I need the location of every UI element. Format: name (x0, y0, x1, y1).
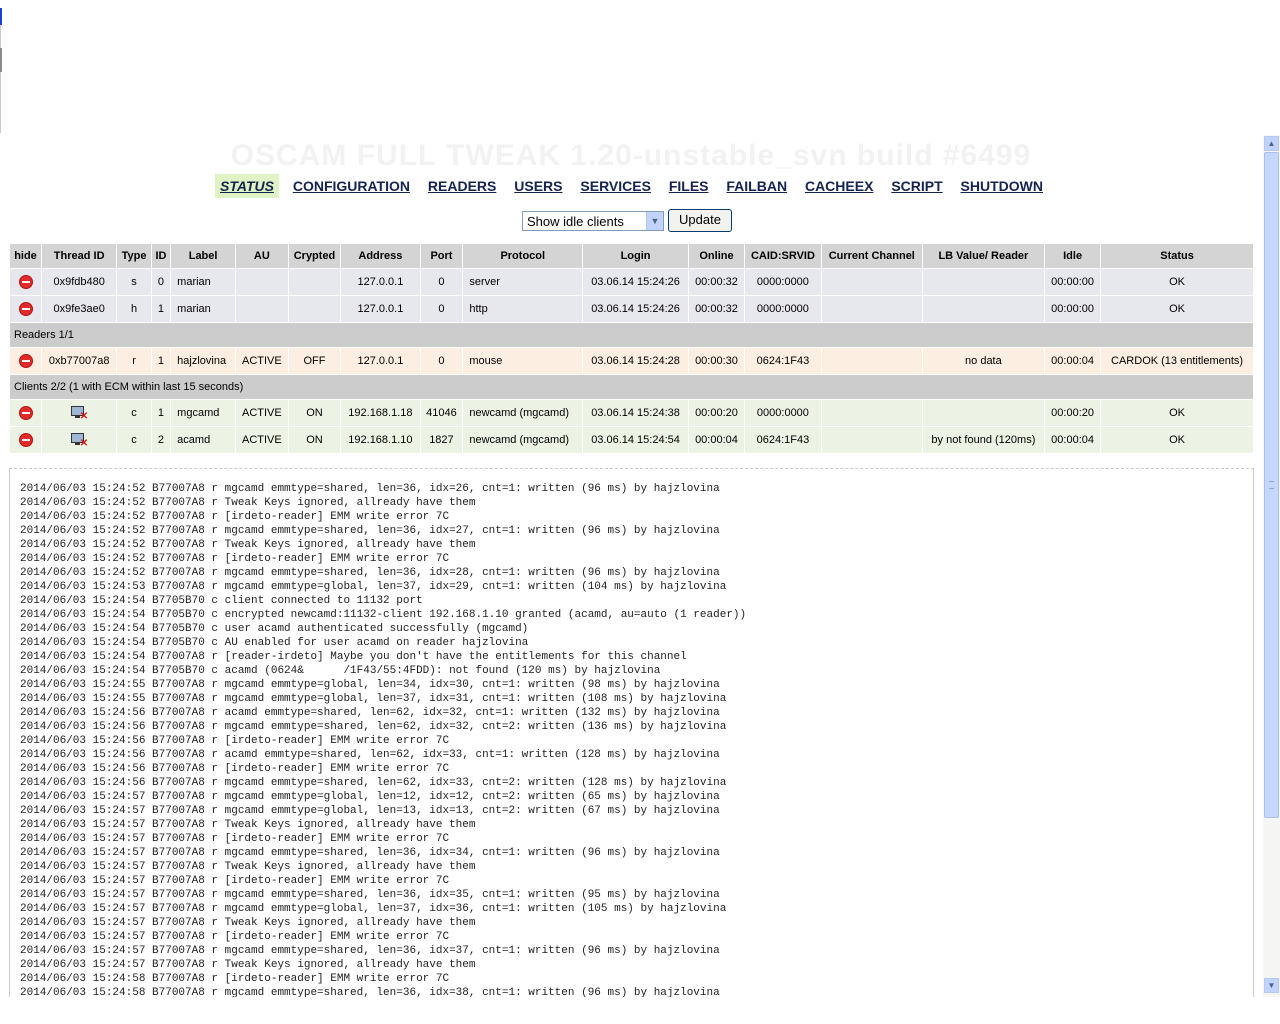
cell-id: 2 (152, 427, 170, 453)
table-row (10, 296, 1253, 322)
cell-channel (822, 296, 922, 322)
log-line: 2014/06/03 15:24:54 B7705B70 c AU enabled for user acamd on reader hajzlovina (20, 637, 529, 649)
cell-au (236, 296, 288, 322)
cell-status: OK (1101, 400, 1253, 426)
menu-item-script[interactable]: SCRIPT (891, 178, 943, 194)
log-panel (9, 468, 1254, 997)
menu-item-status[interactable]: STATUS (215, 174, 279, 198)
cell-crypted (289, 269, 341, 295)
column-header-protocol: Protocol (463, 244, 582, 268)
cell-online: 00:00:32 (689, 269, 744, 295)
table-row (10, 427, 1253, 453)
column-header-id: ID (152, 244, 170, 268)
cell-online: 00:00:04 (689, 427, 744, 453)
chevron-down-icon[interactable]: ▼ (646, 212, 663, 230)
cell-lb (923, 296, 1044, 322)
hide-cell (10, 269, 41, 295)
cell-idle: 00:00:00 (1045, 296, 1100, 322)
cell-crypted: ON (289, 427, 341, 453)
log-line: 2014/06/03 15:24:57 B77007A8 r Tweak Keys ignored, allready have them (20, 819, 476, 831)
status-table (9, 243, 1254, 454)
menu-item-users[interactable]: USERS (514, 178, 563, 194)
log-line: 2014/06/03 15:24:58 B77007A8 r mgcamd emmtype=shared, len=36, idx=38, cnt=1: written (96 ms) by hajzlovina (20, 987, 720, 997)
log-line: 2014/06/03 15:24:52 B77007A8 r mgcamd emmtype=shared, len=36, idx=27, cnt=1: written (96 ms) by hajzlovina (20, 525, 720, 537)
cell-status: OK (1101, 269, 1253, 295)
cell-idle: 00:00:00 (1045, 269, 1100, 295)
cell-protocol: http (463, 296, 582, 322)
log-line: 2014/06/03 15:24:52 B77007A8 r [irdeto-reader] EMM write error 7C (20, 511, 450, 523)
log-line: 2014/06/03 15:24:57 B77007A8 r Tweak Keys ignored, allready have them (20, 917, 476, 929)
menu-item-readers[interactable]: READERS (427, 178, 497, 194)
cell-login: 03.06.14 15:24:26 (583, 269, 688, 295)
cell-thread (42, 400, 116, 426)
clients-group-header-label: Clients 2/2 (1 with ECM within last 15 seconds) (10, 375, 1253, 399)
cell-online: 00:00:20 (689, 400, 744, 426)
stop-icon[interactable] (19, 406, 33, 420)
cell-thread (42, 427, 116, 453)
cell-online: 00:00:30 (689, 348, 744, 374)
log-line: 2014/06/03 15:24:54 B77007A8 r [reader-irdeto] Maybe you don't have the entitlements for this channel (20, 651, 687, 663)
cell-port: 0 (421, 269, 463, 295)
cell-address: 192.168.1.10 (341, 427, 419, 453)
cell-caid: 0624:1F43 (745, 427, 821, 453)
cell-type: c (117, 400, 150, 426)
log-line: 2014/06/03 15:24:54 B7705B70 c user acamd authenticated successfully (mgcamd) (20, 623, 529, 635)
log-line: 2014/06/03 15:24:55 B77007A8 r mgcamd emmtype=global, len=37, idx=31, cnt=1: written (108 ms) by hajzlovina (20, 693, 727, 705)
menu-item-services[interactable]: SERVICES (580, 178, 651, 194)
edge-marker (0, 48, 2, 72)
cell-lb (923, 269, 1044, 295)
stop-icon[interactable] (19, 433, 33, 447)
column-header-type: Type (117, 244, 150, 268)
log-line: 2014/06/03 15:24:55 B77007A8 r mgcamd emmtype=global, len=34, idx=30, cnt=1: written (98 ms) by hajzlovina (20, 679, 720, 691)
cell-port: 0 (421, 296, 463, 322)
log-line: 2014/06/03 15:24:54 B7705B70 c encrypted newcamd:11132-client 192.168.1.10 granted (acamd, au=auto (1 reader)) (20, 609, 747, 621)
focus-marker (0, 8, 2, 25)
cell-port: 1827 (421, 427, 463, 453)
main-menu (0, 174, 1262, 198)
cell-crypted: OFF (289, 348, 341, 374)
cell-au: ACTIVE (236, 400, 288, 426)
cell-channel (822, 348, 922, 374)
menu-item-files[interactable]: FILES (668, 178, 709, 194)
scroll-up-icon[interactable]: ▲ (1264, 136, 1279, 151)
column-header-port: Port (421, 244, 463, 268)
log-line: 2014/06/03 15:24:56 B77007A8 r [irdeto-reader] EMM write error 7C (20, 735, 450, 747)
cell-type: c (117, 427, 150, 453)
cell-idle: 00:00:04 (1045, 427, 1100, 453)
page-viewport (0, 135, 1262, 997)
cell-au (236, 269, 288, 295)
cell-lb: no data (923, 348, 1044, 374)
column-header-status: Status (1101, 244, 1253, 268)
hide-cell (10, 296, 41, 322)
log-line: 2014/06/03 15:24:52 B77007A8 r [irdeto-reader] EMM write error 7C (20, 553, 450, 565)
log-line: 2014/06/03 15:24:57 B77007A8 r mgcamd emmtype=global, len=13, idx=13, cnt=2: written (67 ms) by hajzlovina (20, 805, 720, 817)
log-line: 2014/06/03 15:24:56 B77007A8 r mgcamd emmtype=shared, len=62, idx=32, cnt=2: written (136 ms) by hajzlovina (20, 721, 727, 733)
log-line: 2014/06/03 15:24:57 B77007A8 r Tweak Keys ignored, allready have them (20, 861, 476, 873)
cell-port: 0 (421, 348, 463, 374)
network-disconnect-icon[interactable]: ✕ (71, 433, 87, 447)
log-line: 2014/06/03 15:24:57 B77007A8 r mgcamd emmtype=shared, len=36, idx=37, cnt=1: written (96 ms) by hajzlovina (20, 945, 720, 957)
cell-login: 03.06.14 15:24:26 (583, 296, 688, 322)
log-line: 2014/06/03 15:24:52 B77007A8 r mgcamd emmtype=shared, len=36, idx=26, cnt=1: written (96 ms) by hajzlovina (20, 483, 720, 495)
hide-cell (10, 400, 41, 426)
column-header-crypted: Crypted (289, 244, 341, 268)
column-header-address: Address (341, 244, 419, 268)
cell-caid: 0000:0000 (745, 400, 821, 426)
cell-online: 00:00:32 (689, 296, 744, 322)
log-line: 2014/06/03 15:24:56 B77007A8 r acamd emmtype=shared, len=62, idx=32, cnt=1: written (132 ms) by hajzlovina (20, 707, 720, 719)
log-line: 2014/06/03 15:24:57 B77007A8 r mgcamd emmtype=global, len=12, idx=12, cnt=2: written (65 ms) by hajzlovina (20, 791, 720, 803)
readers-group-header (10, 323, 1253, 347)
menu-item-cacheex[interactable]: CACHEEX (804, 178, 874, 194)
cell-id: 1 (152, 400, 170, 426)
cell-port: 41046 (421, 400, 463, 426)
log-line: 2014/06/03 15:24:58 B77007A8 r [irdeto-reader] EMM write error 7C (20, 973, 450, 985)
window-edge (0, 25, 1, 133)
column-header-current-channel: Current Channel (822, 244, 922, 268)
cell-thread: 0x9fdb480 (42, 269, 116, 295)
log-line: 2014/06/03 15:24:57 B77007A8 r Tweak Keys ignored, allready have them (20, 959, 476, 971)
column-header-idle: Idle (1045, 244, 1100, 268)
hide-cell (10, 348, 41, 374)
log-line: 2014/06/03 15:24:56 B77007A8 r acamd emmtype=shared, len=62, idx=33, cnt=1: written (128 ms) by hajzlovina (20, 749, 720, 761)
log-line: 2014/06/03 15:24:52 B77007A8 r Tweak Keys ignored, allready have them (20, 539, 476, 551)
column-header-thread-id: Thread ID (42, 244, 116, 268)
cell-channel (822, 269, 922, 295)
table-row (10, 400, 1253, 426)
cell-au: ACTIVE (236, 427, 288, 453)
cell-type: h (117, 296, 150, 322)
log-line: 2014/06/03 15:24:54 B7705B70 c client connected to 11132 port (20, 595, 423, 607)
page-title: OSCAM FULL TWEAK 1.20-unstable_svn build #6499 (230, 139, 1032, 172)
clients-group-header (10, 375, 1253, 399)
cell-status: CARDOK (13 entitlements) (1101, 348, 1253, 374)
column-header-online: Online (689, 244, 744, 268)
cell-address: 192.168.1.18 (341, 400, 419, 426)
cell-status: OK (1101, 296, 1253, 322)
cell-login: 03.06.14 15:24:54 (583, 427, 688, 453)
cell-address: 127.0.0.1 (341, 269, 419, 295)
network-disconnect-icon[interactable]: ✕ (71, 406, 87, 420)
cell-status: OK (1101, 427, 1253, 453)
cell-login: 03.06.14 15:24:28 (583, 348, 688, 374)
cell-protocol: mouse (463, 348, 582, 374)
window-top-area (0, 0, 1280, 133)
column-header-hide: hide (10, 244, 41, 268)
menu-item-shutdown[interactable]: SHUTDOWN (960, 178, 1043, 194)
cell-id: 0 (152, 269, 170, 295)
cell-protocol: newcamd (mgcamd) (463, 400, 582, 426)
menu-item-failban[interactable]: FAILBAN (726, 178, 788, 194)
stop-icon[interactable] (19, 354, 33, 368)
cell-caid: 0000:0000 (745, 296, 821, 322)
idle-clients-select-value: Show idle clients (527, 213, 624, 229)
hide-cell (10, 427, 41, 453)
log-line: 2014/06/03 15:24:52 B77007A8 r Tweak Keys ignored, allready have them (20, 497, 476, 509)
stop-icon[interactable] (19, 275, 33, 289)
cell-idle: 00:00:04 (1045, 348, 1100, 374)
cell-protocol: server (463, 269, 582, 295)
cell-au: ACTIVE (236, 348, 288, 374)
cell-type: r (117, 348, 150, 374)
cell-lb (923, 400, 1044, 426)
cell-label[interactable]: acamd (171, 427, 235, 453)
cell-thread: 0xb77007a8 (42, 348, 116, 374)
log-line: 2014/06/03 15:24:54 B7705B70 c acamd (0624& /1F43/55:4FDD): not found (120 ms) by hajzlovina (20, 665, 661, 677)
column-header-lb-value-reader: LB Value/ Reader (923, 244, 1044, 268)
log-line: 2014/06/03 15:24:57 B77007A8 r mgcamd emmtype=shared, len=36, idx=34, cnt=1: written (96 ms) by hajzlovina (20, 847, 720, 859)
column-header-au: AU (236, 244, 288, 268)
log-line: 2014/06/03 15:24:57 B77007A8 r [irdeto-reader] EMM write error 7C (20, 931, 450, 943)
cell-crypted: ON (289, 400, 341, 426)
log-line: 2014/06/03 15:24:57 B77007A8 r [irdeto-reader] EMM write error 7C (20, 833, 450, 845)
menu-item-configuration[interactable]: CONFIGURATION (292, 178, 411, 194)
table-row (10, 348, 1253, 374)
cell-protocol: newcamd (mgcamd) (463, 427, 582, 453)
log-line: 2014/06/03 15:24:52 B77007A8 r mgcamd emmtype=shared, len=36, idx=28, cnt=1: written (96 ms) by hajzlovina (20, 567, 720, 579)
cell-caid: 0000:0000 (745, 269, 821, 295)
cell-address: 127.0.0.1 (341, 296, 419, 322)
log-line: 2014/06/03 15:24:57 B77007A8 r [irdeto-reader] EMM write error 7C (20, 875, 450, 887)
cell-address: 127.0.0.1 (341, 348, 419, 374)
cell-login: 03.06.14 15:24:38 (583, 400, 688, 426)
client-filter (522, 209, 732, 232)
cell-id: 1 (152, 296, 170, 322)
cell-channel (822, 427, 922, 453)
column-header-caid-srvid: CAID:SRVID (745, 244, 821, 268)
scroll-down-icon[interactable]: ▼ (1264, 978, 1279, 993)
scrollbar-thumb[interactable] (1264, 152, 1279, 818)
cell-crypted (289, 296, 341, 322)
cell-label[interactable]: hajzlovina (171, 348, 235, 374)
table-row (10, 269, 1253, 295)
update-button[interactable]: Update (668, 209, 732, 232)
cell-label[interactable]: marian (171, 269, 235, 295)
cell-id: 1 (152, 348, 170, 374)
idle-clients-select[interactable] (522, 211, 664, 231)
cell-idle: 00:00:20 (1045, 400, 1100, 426)
log-line: 2014/06/03 15:24:56 B77007A8 r [irdeto-reader] EMM write error 7C (20, 763, 450, 775)
cell-caid: 0624:1F43 (745, 348, 821, 374)
cell-thread: 0x9fe3ae0 (42, 296, 116, 322)
cell-label[interactable]: marian (171, 296, 235, 322)
readers-group-header-label: Readers 1/1 (10, 323, 1253, 347)
table-header-row (10, 244, 1253, 268)
log-line: 2014/06/03 15:24:57 B77007A8 r mgcamd emmtype=shared, len=36, idx=35, cnt=1: written (95 ms) by hajzlovina (20, 889, 720, 901)
log-line: 2014/06/03 15:24:56 B77007A8 r mgcamd emmtype=shared, len=62, idx=33, cnt=2: written (128 ms) by hajzlovina (20, 777, 727, 789)
cell-label[interactable]: mgcamd (171, 400, 235, 426)
cell-type: s (117, 269, 150, 295)
column-header-login: Login (583, 244, 688, 268)
cell-channel (822, 400, 922, 426)
stop-icon[interactable] (19, 302, 33, 316)
log-line: 2014/06/03 15:24:53 B77007A8 r mgcamd emmtype=global, len=37, idx=29, cnt=1: written (104 ms) by hajzlovina (20, 581, 727, 593)
column-header-label: Label (171, 244, 235, 268)
vertical-scrollbar[interactable] (1263, 135, 1280, 997)
log-line: 2014/06/03 15:24:57 B77007A8 r mgcamd emmtype=global, len=37, idx=36, cnt=1: written (105 ms) by hajzlovina (20, 903, 727, 915)
cell-lb: by not found (120ms) (923, 427, 1044, 453)
